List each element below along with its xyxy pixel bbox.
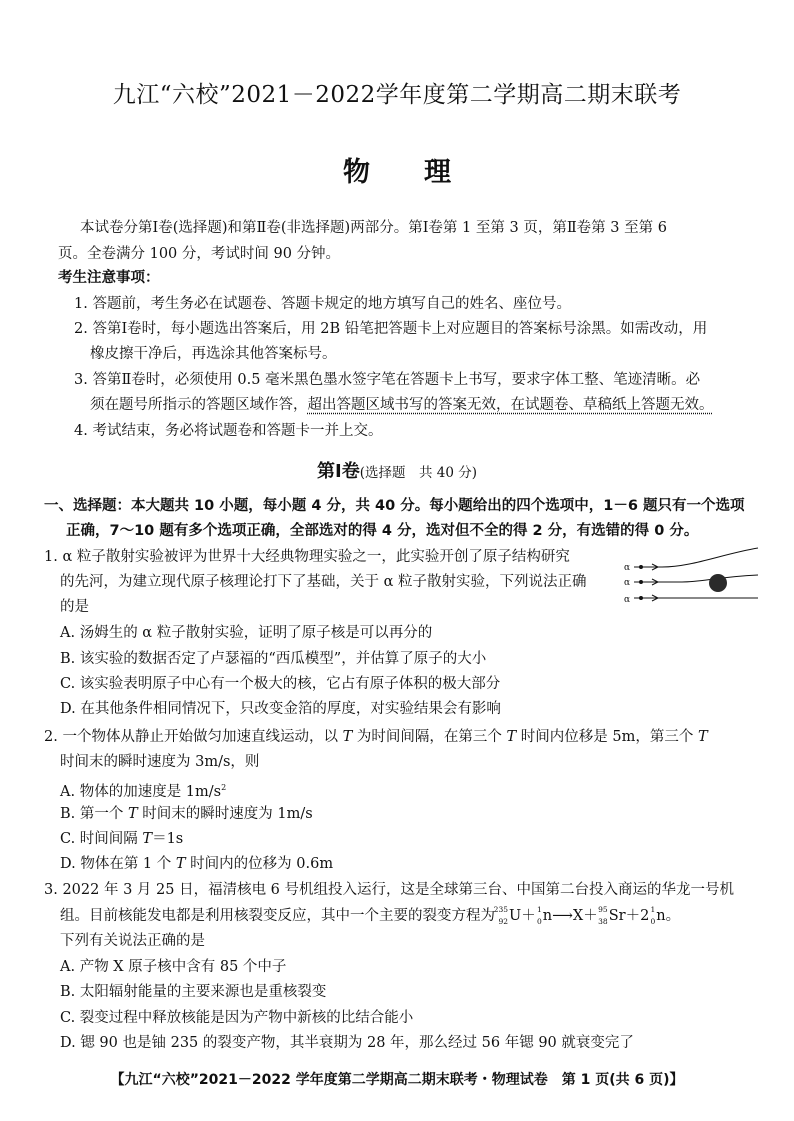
neutron-isotope: 1 0 bbox=[536, 905, 542, 926]
sr-symbol: Sr＋2 bbox=[608, 908, 650, 924]
intro-line-2: 页。全卷满分 100 分，考试时间 90 分钟。 bbox=[58, 246, 341, 262]
alpha-label-1: α bbox=[624, 563, 631, 573]
q1-stem-line-2: 的先河，为建立现代原子核理论打下了基础，关于 α 粒子散射实验，下列说法正确 bbox=[60, 574, 587, 590]
q3-option-d: D. 锶 90 也是铀 235 的裂变产物，其半衰期为 28 年，那么经过 56 年锶 90 就衰变完了 bbox=[60, 1035, 634, 1051]
notice-item-4: 4. 考试结束，务必将试题卷和答题卡一并上交。 bbox=[74, 423, 383, 439]
q2-stem-text-c: 时间内位移是 5m，第三个 bbox=[516, 729, 698, 745]
notice-item-1: 1. 答题前，考生务必在试题卷、答题卡规定的地方填写自己的姓名、座位号。 bbox=[74, 296, 571, 312]
q1-stem-line-3: 的是 bbox=[60, 599, 89, 615]
q2-option-c bbox=[60, 829, 183, 849]
q2-T-2: T bbox=[506, 729, 517, 745]
q2-option-d-text-a: D. 物体在第 1 个 bbox=[60, 856, 176, 872]
u-symbol: U＋ bbox=[509, 908, 536, 924]
q2-option-c-text-a: C. 时间间隔 bbox=[60, 831, 143, 847]
instructions-line-2: 正确，7～10 题有多个选项正确，全部选对的得 4 分，选对但不全的得 2 分，有选错的得 0 分。 bbox=[66, 523, 699, 539]
q3-option-a: A. 产物 X 原子核中含有 85 个中子 bbox=[60, 959, 287, 975]
q1-stem-line-1: 1. α 粒子散射实验被评为世界十大经典物理实验之一，此实验开创了原子结构研究 bbox=[44, 549, 570, 565]
notice-item-3-line-1: 3. 答第Ⅱ卷时，必须使用 0.5 毫米黑色墨水签字笔在答题卡上书写，要求字体工整、笔迹清晰。必 bbox=[74, 372, 701, 388]
q3-stem-line-3: 下列有关说法正确的是 bbox=[60, 933, 205, 949]
q2-option-a-sup: 2 bbox=[221, 783, 227, 792]
q2-T-3: T bbox=[697, 729, 708, 745]
neutron-isotope-2: 1 0 bbox=[650, 905, 656, 926]
neutron-symbol: n bbox=[542, 908, 553, 924]
q2-stem-line-2: 时间末的瞬时速度为 3m/s，则 bbox=[60, 754, 260, 770]
q2-stem-text-b: 为时间间隔，在第三个 bbox=[352, 729, 507, 745]
q3-stem-line-2 bbox=[60, 906, 680, 926]
q2-option-a bbox=[60, 778, 226, 802]
notice-item-3-text: 须在题号所指示的答题区域作答， bbox=[90, 397, 308, 413]
q3-stem-line-1: 3. 2022 年 3 月 25 日，福清核电 6 号机组投入运行，这是全球第三台、中国第二台投入商运的华龙一号机 bbox=[44, 882, 735, 898]
alpha-label-2: α bbox=[624, 578, 631, 588]
subject-char-2: 理 bbox=[424, 157, 451, 188]
alpha-particle-2 bbox=[639, 580, 643, 584]
q2-option-c-T: T bbox=[142, 831, 153, 847]
alpha-scattering-diagram bbox=[622, 542, 762, 608]
notice-heading: 考生注意事项： bbox=[58, 270, 160, 286]
alpha-particle-1 bbox=[639, 565, 643, 569]
q3-option-c: C. 裂变过程中释放核能是因为产物中新核的比结合能小 bbox=[60, 1010, 414, 1026]
page-footer: 【九江“六校”2021－2022 学年度第二学期高二期末联考・物理试卷 第 1 页(共 6 页)】 bbox=[110, 1072, 684, 1088]
section-title bbox=[0, 457, 794, 483]
q2-option-b-T: T bbox=[127, 806, 138, 822]
subject-title bbox=[0, 150, 794, 189]
notice-item-2-line-2: 橡皮擦干净后，再选涂其他答案标号。 bbox=[90, 346, 337, 362]
q2-option-a-text: A. 物体的加速度是 1m/s bbox=[60, 783, 222, 800]
q2-option-b-text-a: B. 第一个 bbox=[60, 806, 128, 822]
notice-item-3-emphasis: 超出答题区域书写的答案无效，在试题卷、草稿纸上答题无效。 bbox=[307, 397, 714, 413]
q3-stem-text: 组。目前核能发电都是利用核裂变反应，其中一个主要的裂变方程为 bbox=[60, 908, 495, 924]
q2-option-d bbox=[60, 854, 333, 874]
neutron-symbol-2: n。 bbox=[656, 908, 681, 924]
q1-option-d: D. 在其他条件相同情况下，只改变金箔的厚度，对实验结果会有影响 bbox=[60, 701, 501, 717]
q2-option-d-text-b: 时间内的位移为 0.6m bbox=[185, 856, 334, 872]
alpha-particle-3 bbox=[639, 596, 643, 600]
q2-T-1: T bbox=[342, 729, 353, 745]
q2-option-b bbox=[60, 804, 313, 824]
q2-stem-line-1 bbox=[44, 727, 708, 747]
q1-option-a: A. 汤姆生的 α 粒子散射实验，证明了原子核是可以再分的 bbox=[60, 625, 433, 641]
reaction-arrow: ⟶X＋ bbox=[552, 908, 598, 924]
q2-stem-text-a: 2. 一个物体从静止开始做匀加速直线运动，以 bbox=[44, 729, 343, 745]
q2-option-b-text-b: 时间末的瞬时速度为 1m/s bbox=[137, 806, 313, 822]
exam-title: 九江“六校”2021－2022学年度第二学期高二期末联考 bbox=[112, 82, 682, 108]
section-title-main: 第Ⅰ卷 bbox=[317, 461, 360, 482]
q3-option-b: B. 太阳辐射能量的主要来源也是重核裂变 bbox=[60, 984, 327, 1000]
u-235-isotope: 235 92 bbox=[493, 905, 508, 926]
q2-option-c-text-b: ＝1s bbox=[152, 831, 184, 847]
section-title-sub: (选择题 共 40 分) bbox=[359, 465, 477, 481]
notice-item-3-line-2 bbox=[90, 395, 714, 415]
notice-item-2-line-1: 2. 答第Ⅰ卷时，每小题选出答案后，用 2B 铅笔把答题卡上对应题目的答案标号涂黑。如需改动，用 bbox=[74, 321, 708, 337]
q1-option-b: B. 该实验的数据否定了卢瑟福的“西瓜模型”，并估算了原子的大小 bbox=[60, 651, 487, 667]
nucleus bbox=[709, 574, 727, 592]
alpha-label-3: α bbox=[624, 595, 631, 605]
intro-line-1: 本试卷分第Ⅰ卷(选择题)和第Ⅱ卷(非选择题)两部分。第Ⅰ卷第 1 至第 3 页，第Ⅱ卷第 3 至第 6 bbox=[80, 220, 667, 236]
sr-95-isotope: 95 38 bbox=[598, 905, 608, 926]
alpha-trajectory-2 bbox=[634, 575, 758, 582]
q2-option-d-T: T bbox=[175, 856, 186, 872]
q1-option-c: C. 该实验表明原子中心有一个极大的核，它占有原子体积的极大部分 bbox=[60, 676, 501, 692]
subject-char-1: 物 bbox=[343, 157, 370, 188]
instructions-line-1: 一、选择题：本大题共 10 小题，每小题 4 分，共 40 分。每小题给出的四个选项中，1－6 题只有一个选项 bbox=[44, 498, 745, 514]
